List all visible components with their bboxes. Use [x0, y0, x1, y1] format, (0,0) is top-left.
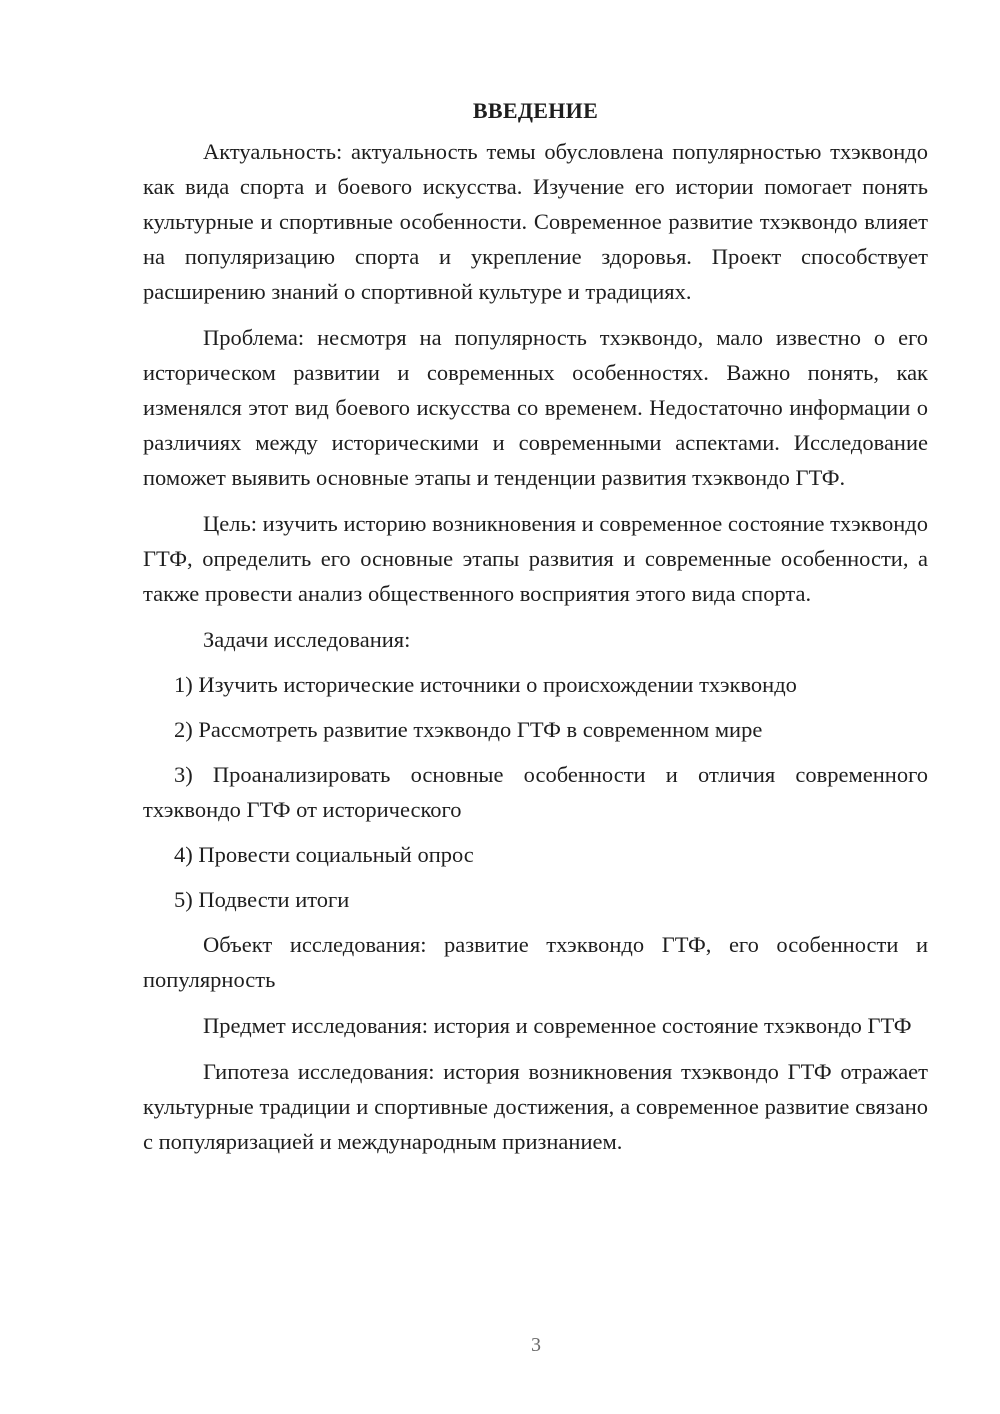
list-item: 1) Изучить исторические источники о происхождении тхэквондо — [174, 672, 797, 697]
problem-paragraph: Проблема: несмотря на популярность тхэквондо, мало известно о его историческом развитии и современных особенностях. Важно понять, как изменялся этот вид боевого искусства со временем. Недостаточно информации о различиях между историческими и современными аспектами. Исследование поможет выявить основные этапы и тенденции развития тхэквондо ГТФ. — [143, 325, 928, 490]
hypothesis-paragraph: Гипотеза исследования: история возникновения тхэквондо ГТФ отражает культурные традиции и спортивные достижения, а современное развитие связано с популяризацией и международным признанием. — [143, 1059, 928, 1154]
list-item: 4) Провести социальный опрос — [174, 842, 474, 867]
tasks-heading: Задачи исследования: — [203, 627, 411, 652]
tasks-list — [143, 667, 928, 917]
subject-paragraph: Предмет исследования: история и современное состояние тхэквондо ГТФ — [203, 1013, 912, 1038]
page-title: ВВЕДЕНИЕ — [472, 98, 599, 123]
list-item: 5) Подвести итоги — [174, 887, 350, 912]
page-content — [143, 92, 928, 1170]
goal-paragraph: Цель: изучить историю возникновения и современное состояние тхэквондо ГТФ, определить его основные этапы развития и современные особенности, а также провести анализ общественного восприятия этого вида спорта. — [143, 511, 928, 606]
list-item: 2) Рассмотреть развитие тхэквондо ГТФ в современном мире — [174, 717, 763, 742]
relevance-paragraph: Актуальность: актуальность темы обусловлена популярностью тхэквондо как вида спорта и боевого искусства. Изучение его истории помогает понять культурные и спортивные особенности. Современное развитие тхэквондо влияет на популяризацию спорта и укрепление здоровья. Проект способствует расширению знаний о спортивной культуре и традициях. — [143, 139, 928, 304]
object-paragraph: Объект исследования: развитие тхэквондо ГТФ, его особенности и популярность — [143, 932, 928, 992]
page-number: 3 — [531, 1334, 541, 1356]
list-item: 3) Проанализировать основные особенности и отличия современного тхэквондо ГТФ от исторического — [143, 762, 928, 822]
